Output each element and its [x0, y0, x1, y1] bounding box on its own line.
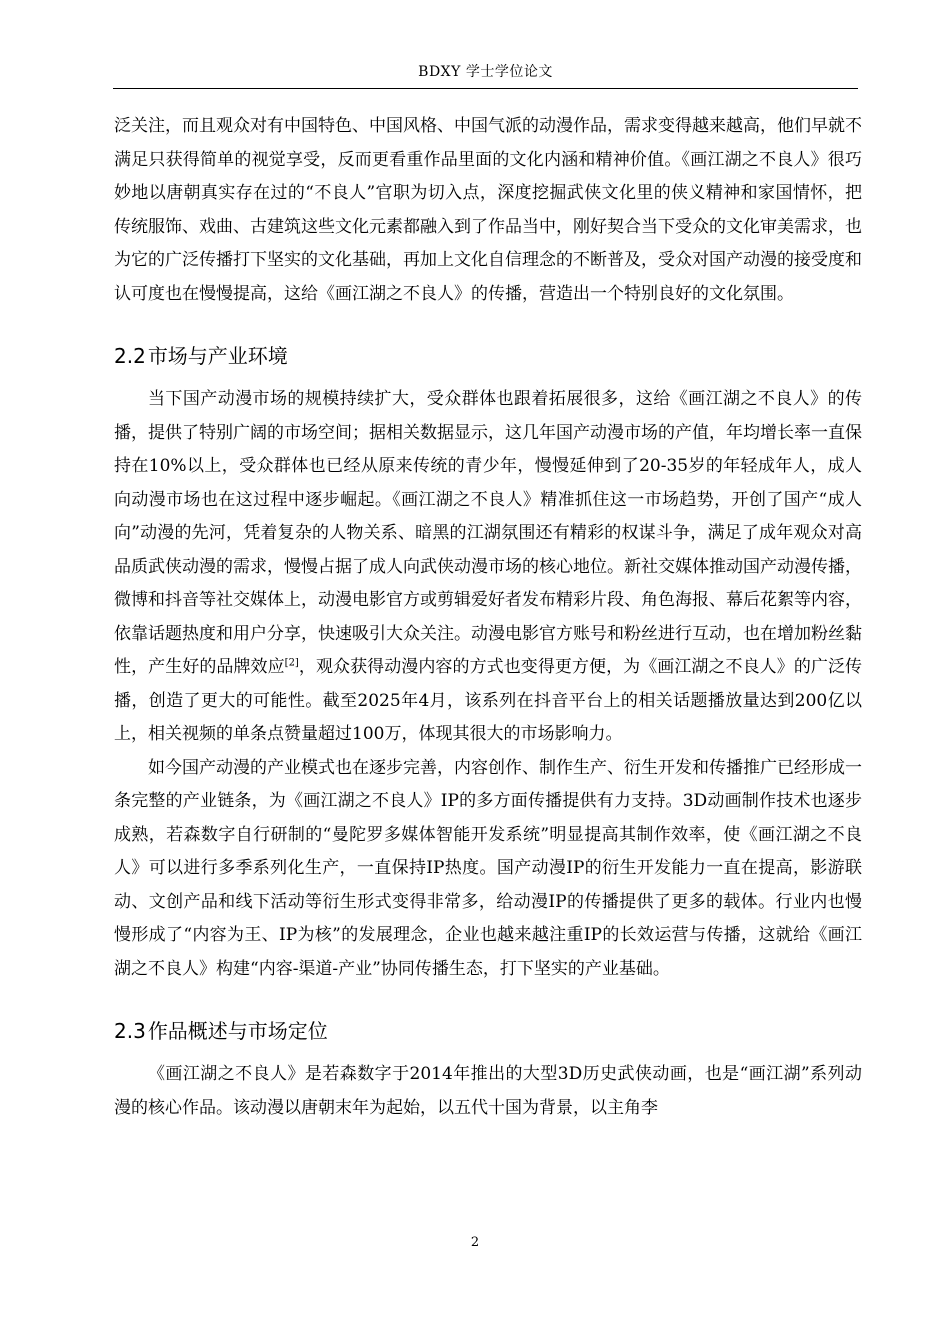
running-header: BDXY 学士学位论文 — [418, 64, 553, 80]
page-body — [114, 110, 862, 1125]
industry-paragraph: 如今国产动漫的产业模式也在逐步完善，内容创作、制作生产、衍生开发和传播推广已经形成一条完整的产业链条，为《画江湖之不良人》IP的多方面传播提供有力支持。3D动画制作技术也逐步成熟，若森数字自行研制的“曼陀罗多媒体智能开发系统”明显提高其制作效率，使《画江湖之不良人》可以进行多季系列化生产，一直保持IP热度。国产动漫IP的衍生开发能力一直在提高，影游联动、文创产品和线下活动等衍生形式变得非常多，给动漫IP的传播提供了更多的载体。行业内也慢慢形成了“内容为王、IP为核”的发展理念，企业也越来越注重IP的长效运营与传播，这就给《画江湖之不良人》构建“内容-渠道-产业”协同传播生态，打下坚实的产业基础。 — [114, 757, 862, 979]
header-rule — [113, 88, 858, 89]
citation-reference[interactable]: [2] — [284, 657, 299, 669]
section-heading-2-3 — [114, 1014, 862, 1048]
section-heading-2-2 — [114, 339, 862, 373]
intro-paragraph: 泛关注，而且观众对有中国特色、中国风格、中国气派的动漫作品，需求变得越来越高，他们早就不满足只获得简单的视觉享受，反而更看重作品里面的文化内涵和精神价值。《画江湖之不良人》很巧妙地以唐朝真实存在过的“不良人”官职为切入点，深度挖掘武侠文化里的侠义精神和家国情怀，把传统服饰、戏曲、古建筑这些文化元素都融入到了作品当中，刚好契合当下受众的文化审美需求，也为它的广泛传播打下坚实的文化基础，再加上文化自信理念的不断普及，受众对国产动漫的接受度和认可度也在慢慢提高，这给《画江湖之不良人》的传播，营造出一个特别良好的文化氛围。 — [114, 116, 862, 304]
section-number: 2.3 — [114, 1019, 146, 1043]
market-paragraph — [114, 383, 862, 752]
section-title: 作品概述与市场定位 — [147, 1019, 328, 1043]
section-number: 2.2 — [114, 344, 146, 368]
overview-paragraph: 《画江湖之不良人》是若森数字于2014年推出的大型3D历史武侠动画，也是“画江湖”系列动漫的核心作品。该动漫以唐朝末年为起始，以五代十国为背景，以主角李 — [114, 1064, 862, 1118]
market-paragraph-text: 当下国产动漫市场的规模持续扩大，受众群体也跟着拓展很多，这给《画江湖之不良人》的传播，提供了特别广阔的市场空间；据相关数据显示，这几年国产动漫市场的产值，年均增长率一直保持在10%以上，受众群体也已经从原来传统的青少年，慢慢延伸到了20-35岁的年轻成年人，成人向动漫市场也在这过程中逐步崛起。《画江湖之不良人》精准抓住这一市场趋势，开创了国产“成人向”动漫的先河，凭着复杂的人物关系、暗黑的江湖氛围还有精彩的权谋斗争，满足了成年观众对高品质武侠动漫的需求，慢慢占据了成人向武侠动漫市场的核心地位。新社交媒体推动国产动漫传播，微博和抖音等社交媒体上，动漫电影官方或剪辑爱好者发布精彩片段、角色海报、幕后花絮等内容，依靠话题热度和用户分享，快速吸引大众关注。动漫电影官方账号和粉丝进行互动，也在增加粉丝黏性，产生好的品牌效应 — [114, 389, 862, 677]
section-title: 市场与产业环境 — [147, 344, 288, 368]
market-paragraph-text-continued: ，观众获得动漫内容的方式也变得更方便，为《画江湖之不良人》的广泛传播，创造了更大的可能性。截至2025年4月，该系列在抖音平台上的相关话题播放量达到200亿以上，相关视频的单条点赞量超过100万，体现其很大的市场影响力。 — [114, 657, 863, 744]
page-number: 2 — [470, 1235, 480, 1250]
